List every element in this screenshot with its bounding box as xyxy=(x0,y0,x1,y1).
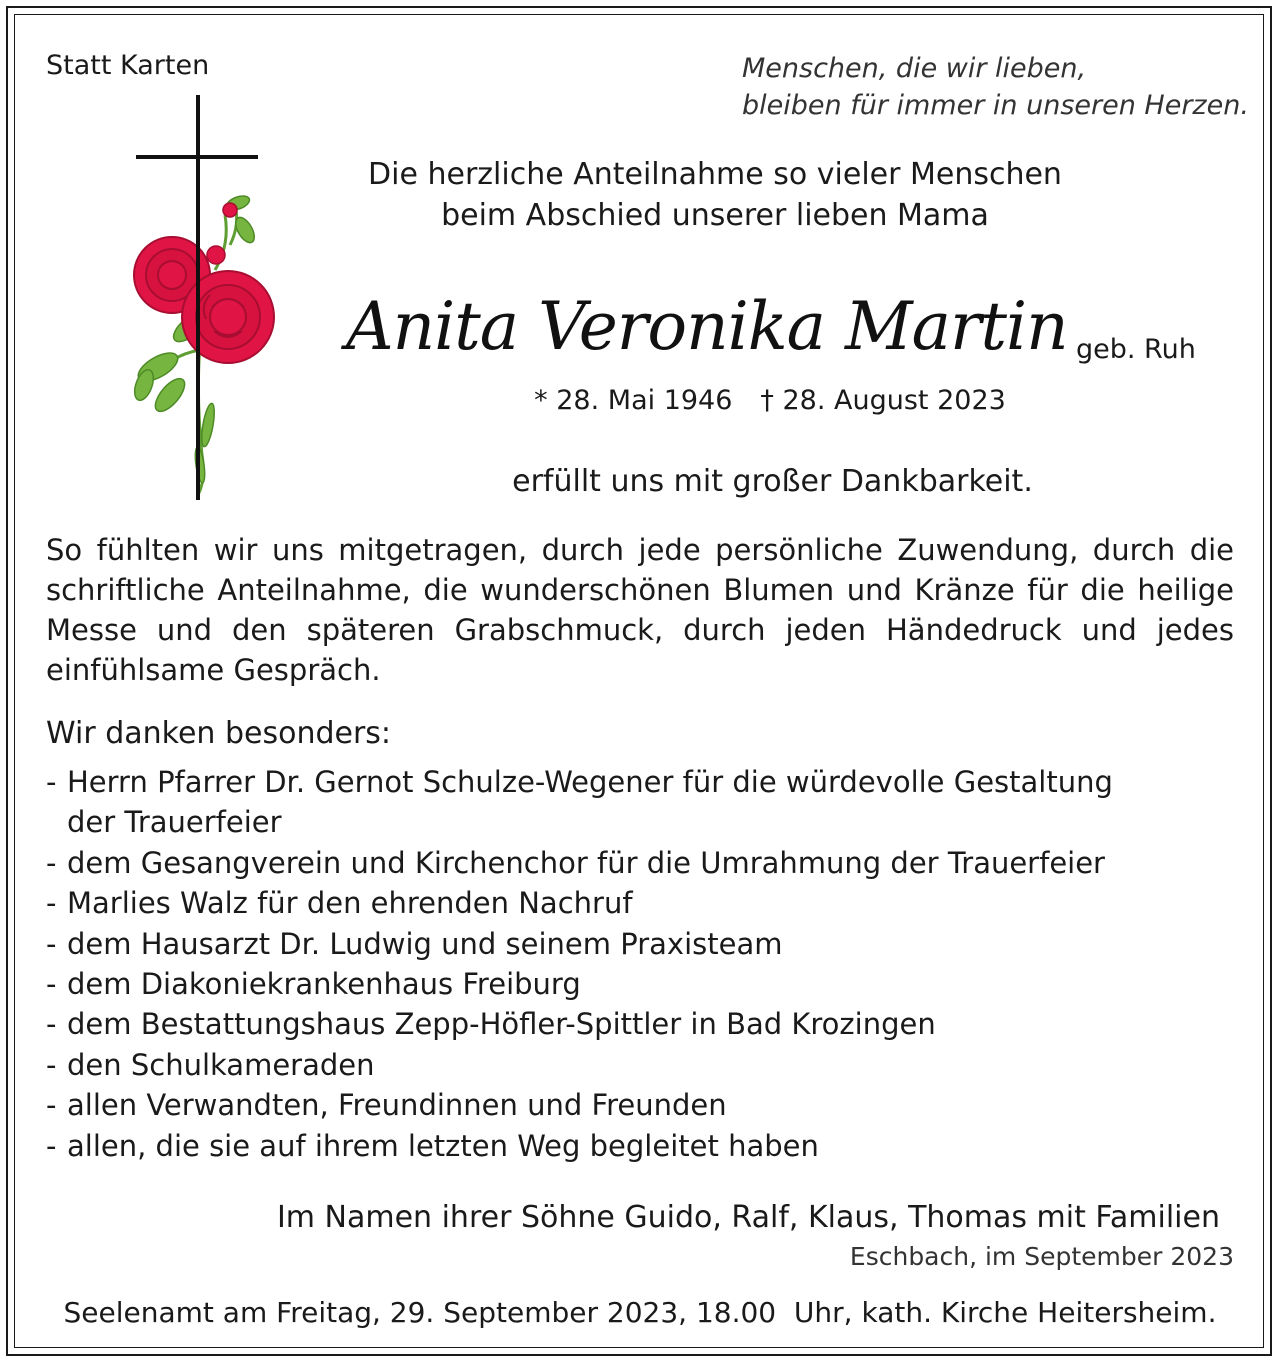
list-item: - den Schulkameraden xyxy=(46,1045,1146,1085)
intro-line-2: beim Abschied unserer lieben Mama xyxy=(441,198,989,233)
list-item: - allen, die sie auf ihrem letzten Weg begleitet haben xyxy=(46,1126,1146,1166)
thanks-paragraph: So fühlten wir uns mitgetragen, durch jede persönliche Zuwendung, durch die schriftliche Anteilnahme, die wunderschönen Blumen und Kränze für die heilige Messe und den späteren Grabschmuck, durch jeden Händedruck und jedes einfühlsame Gespräch. xyxy=(46,533,1234,687)
statt-karten: Statt Karten xyxy=(46,50,210,81)
intro xyxy=(330,154,1100,236)
place-date: Eschbach, im September 2023 xyxy=(849,1242,1234,1271)
birth-date: * 28. Mai 1946 xyxy=(534,385,733,416)
list-item: - dem Hausarzt Dr. Ludwig und seinem Praxisteam xyxy=(46,924,1146,964)
list-item: - Marlies Walz für den ehrenden Nachruf xyxy=(46,883,1146,923)
gratitude-line: erfüllt uns mit großer Dankbarkeit. xyxy=(512,464,1033,499)
birth-name: geb. Ruh xyxy=(1076,334,1196,365)
list-item: - dem Gesangverein und Kirchenchor für die Umrahmung der Trauerfeier xyxy=(46,843,1146,883)
list-item: - Herrn Pfarrer Dr. Gernot Schulze-Wegener für die würdevolle Gestaltung der Trauerfeier xyxy=(46,762,1146,843)
list-item: - dem Bestattungshaus Zepp-Höfler-Spittler in Bad Krozingen xyxy=(46,1004,1146,1044)
signature: Im Namen ihrer Söhne Guido, Ralf, Klaus, Thomas mit Familien xyxy=(276,1200,1220,1235)
intro-line-1: Die herzliche Anteilnahme so vieler Menschen xyxy=(368,157,1062,192)
list-item: - allen Verwandten, Freundinnen und Freunden xyxy=(46,1085,1146,1125)
life-dates xyxy=(520,385,1020,416)
deceased-name: Anita Veronika Martin xyxy=(346,288,1068,365)
quote-line-1: Menschen, die wir lieben, xyxy=(742,53,1087,84)
thanks-list xyxy=(46,762,1146,1166)
cross-with-roses-icon xyxy=(130,95,280,505)
service-notice: Seelenamt am Freitag, 29. September 2023, 18.00 Uhr, kath. Kirche Heitersheim. xyxy=(63,1296,1217,1329)
quote xyxy=(742,50,1249,124)
quote-line-2: bleiben für immer in unseren Herzen. xyxy=(742,90,1249,121)
thanks-heading: Wir danken besonders: xyxy=(46,716,392,751)
list-item: - dem Diakoniekrankenhaus Freiburg xyxy=(46,964,1146,1004)
death-date: † 28. August 2023 xyxy=(760,385,1006,416)
